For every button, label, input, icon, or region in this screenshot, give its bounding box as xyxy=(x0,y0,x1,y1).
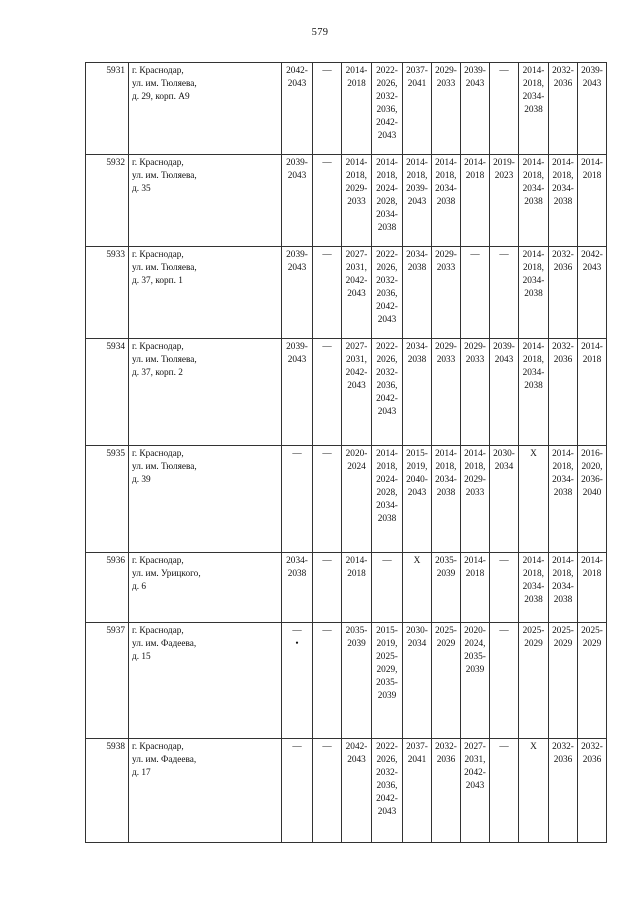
period-cell: 2022- 2026, 2032- 2036, 2042- 2043 xyxy=(372,63,403,155)
period-cell: 2030- 2034 xyxy=(490,446,519,553)
period-cell: 2034- 2038 xyxy=(403,339,432,446)
period-cell: 2025- 2029 xyxy=(549,623,578,739)
period-cell: 2039- 2043 xyxy=(578,63,607,155)
period-cell: 2014- 2018, 2029- 2033 xyxy=(342,155,372,247)
page-number: 579 xyxy=(311,27,329,38)
period-cell: 2022- 2026, 2032- 2036, 2042- 2043 xyxy=(372,339,403,446)
period-cell: 2014- 2018, 2034- 2038 xyxy=(549,446,578,553)
period-cell: 2014- 2018 xyxy=(342,553,372,623)
period-cell: — xyxy=(313,553,342,623)
period-cell: 2022- 2026, 2032- 2036, 2042- 2043 xyxy=(372,247,403,339)
period-cell: 2015- 2019, 2025- 2029, 2035- 2039 xyxy=(372,623,403,739)
address-cell: г. Краснодар, ул. им. Тюляева, д. 37, корп. 2 xyxy=(129,339,282,446)
period-cell: 2035- 2039 xyxy=(432,553,461,623)
period-cell: 2014- 2018, 2034- 2038 xyxy=(519,63,549,155)
period-cell: 2032- 2036 xyxy=(549,739,578,843)
period-cell: 2039- 2043 xyxy=(282,247,313,339)
period-cell: 2032- 2036 xyxy=(549,339,578,446)
table-row xyxy=(86,247,607,339)
period-cell: Х xyxy=(403,553,432,623)
period-cell: 2029- 2033 xyxy=(461,339,490,446)
period-cell: — xyxy=(313,63,342,155)
period-cell: 2027- 2031, 2042- 2043 xyxy=(342,247,372,339)
period-cell: — xyxy=(490,63,519,155)
period-cell: 2032- 2036 xyxy=(549,63,578,155)
period-cell: — xyxy=(313,739,342,843)
period-cell: 2030- 2034 xyxy=(403,623,432,739)
period-cell: 2029- 2033 xyxy=(432,63,461,155)
period-cell: — xyxy=(313,623,342,739)
table-row xyxy=(86,339,607,446)
period-cell: — xyxy=(282,446,313,553)
period-cell: 2020- 2024, 2035- 2039 xyxy=(461,623,490,739)
address-cell: г. Краснодар, ул. им. Фадеева, д. 15 xyxy=(129,623,282,739)
period-cell: 2020- 2024 xyxy=(342,446,372,553)
address-cell: г. Краснодар, ул. им. Фадеева, д. 17 xyxy=(129,739,282,843)
period-cell: 2029- 2033 xyxy=(432,339,461,446)
period-cell: 2014- 2018, 2034- 2038 xyxy=(549,553,578,623)
period-cell: 2014- 2018, 2024- 2028, 2034- 2038 xyxy=(372,446,403,553)
period-cell: 2014- 2018, 2034- 2038 xyxy=(432,155,461,247)
period-cell: 2014- 2018, 2034- 2038 xyxy=(519,553,549,623)
period-cell: — xyxy=(490,623,519,739)
period-cell: 2039- 2043 xyxy=(282,339,313,446)
period-cell: 2014- 2018 xyxy=(342,63,372,155)
period-cell: 2032- 2036 xyxy=(432,739,461,843)
period-cell: 2034- 2038 xyxy=(282,553,313,623)
period-cell: 2025- 2029 xyxy=(519,623,549,739)
period-cell: 2035- 2039 xyxy=(342,623,372,739)
period-cell: 2019- 2023 xyxy=(490,155,519,247)
period-cell: 2015- 2019, 2040- 2043 xyxy=(403,446,432,553)
period-cell: 2014- 2018, 2034- 2038 xyxy=(432,446,461,553)
table-row xyxy=(86,623,607,739)
period-cell: — xyxy=(490,553,519,623)
row-number: 5931 xyxy=(86,63,129,155)
period-cell: — xyxy=(372,553,403,623)
period-cell: — • xyxy=(282,623,313,739)
period-cell: 2027- 2031, 2042- 2043 xyxy=(342,339,372,446)
period-cell: — xyxy=(490,247,519,339)
address-cell: г. Краснодар, ул. им. Тюляева, д. 37, корп. 1 xyxy=(129,247,282,339)
period-cell: 2014- 2018, 2034- 2038 xyxy=(519,155,549,247)
period-cell: 2014- 2018, 2024- 2028, 2034- 2038 xyxy=(372,155,403,247)
table-row xyxy=(86,446,607,553)
period-cell: 2027- 2031, 2042- 2043 xyxy=(461,739,490,843)
period-cell: Х xyxy=(519,446,549,553)
period-cell: 2042- 2043 xyxy=(282,63,313,155)
row-number: 5932 xyxy=(86,155,129,247)
period-cell: — xyxy=(313,339,342,446)
period-cell: — xyxy=(313,155,342,247)
period-cell: 2037- 2041 xyxy=(403,739,432,843)
period-cell: 2042- 2043 xyxy=(578,247,607,339)
period-cell: 2025- 2029 xyxy=(432,623,461,739)
period-cell: 2014- 2018, 2034- 2038 xyxy=(519,247,549,339)
address-cell: г. Краснодар, ул. им. Тюляева, д. 39 xyxy=(129,446,282,553)
table-row xyxy=(86,155,607,247)
period-cell: — xyxy=(461,247,490,339)
row-number: 5933 xyxy=(86,247,129,339)
period-cell: 2039- 2043 xyxy=(490,339,519,446)
row-number: 5938 xyxy=(86,739,129,843)
period-cell: 2014- 2018 xyxy=(461,553,490,623)
period-cell: 2025- 2029 xyxy=(578,623,607,739)
period-cell: — xyxy=(282,739,313,843)
period-cell: 2032- 2036 xyxy=(578,739,607,843)
period-cell: 2022- 2026, 2032- 2036, 2042- 2043 xyxy=(372,739,403,843)
table-row xyxy=(86,63,607,155)
period-cell: 2042- 2043 xyxy=(342,739,372,843)
period-cell: Х xyxy=(519,739,549,843)
period-cell: 2032- 2036 xyxy=(549,247,578,339)
period-cell: 2014- 2018 xyxy=(461,155,490,247)
period-cell: 2016- 2020, 2036- 2040 xyxy=(578,446,607,553)
period-cell: 2014- 2018 xyxy=(578,155,607,247)
address-cell: г. Краснодар, ул. им. Тюляева, д. 35 xyxy=(129,155,282,247)
period-cell: — xyxy=(313,247,342,339)
period-cell: 2037- 2041 xyxy=(403,63,432,155)
period-cell: 2014- 2018 xyxy=(578,339,607,446)
schedule-table xyxy=(85,62,607,843)
row-number: 5934 xyxy=(86,339,129,446)
row-number: 5936 xyxy=(86,553,129,623)
period-cell: 2014- 2018, 2034- 2038 xyxy=(549,155,578,247)
period-cell: 2039- 2043 xyxy=(282,155,313,247)
period-cell: 2039- 2043 xyxy=(461,63,490,155)
period-cell: — xyxy=(313,446,342,553)
period-cell: 2034- 2038 xyxy=(403,247,432,339)
address-cell: г. Краснодар, ул. им. Тюляева, д. 29, корп. А9 xyxy=(129,63,282,155)
table-row xyxy=(86,739,607,843)
period-cell: 2014- 2018, 2039- 2043 xyxy=(403,155,432,247)
period-cell: 2029- 2033 xyxy=(432,247,461,339)
row-number: 5935 xyxy=(86,446,129,553)
table-row xyxy=(86,553,607,623)
address-cell: г. Краснодар, ул. им. Урицкого, д. 6 xyxy=(129,553,282,623)
row-number: 5937 xyxy=(86,623,129,739)
period-cell: 2014- 2018 xyxy=(578,553,607,623)
period-cell: 2014- 2018, 2034- 2038 xyxy=(519,339,549,446)
period-cell: 2014- 2018, 2029- 2033 xyxy=(461,446,490,553)
period-cell: — xyxy=(490,739,519,843)
